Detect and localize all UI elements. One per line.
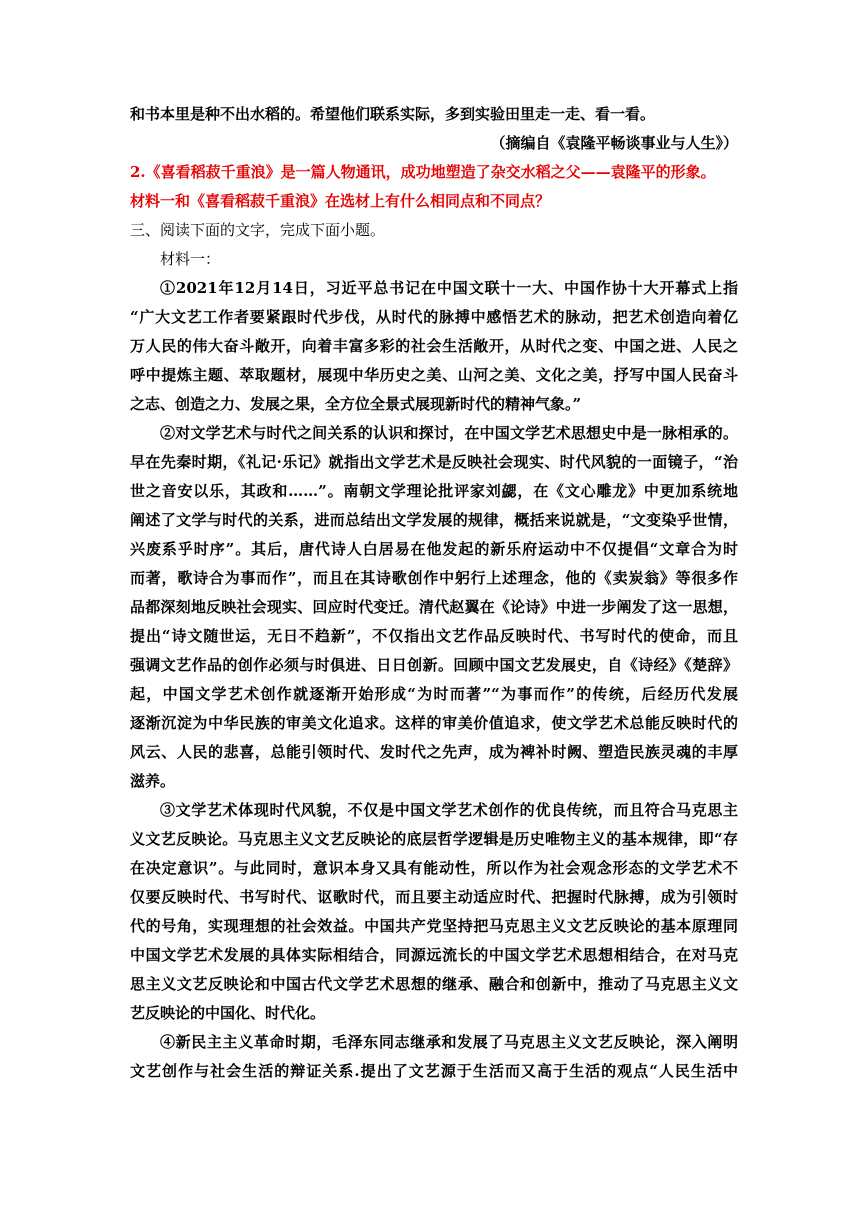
section-title: 三、阅读下面的文字，完成下面小题。 bbox=[130, 221, 386, 239]
paragraph-line: 起，中国文学艺术创作就逐渐开始形成“为时而著”“为事而作”的传统，后经历代发展 bbox=[130, 685, 738, 703]
paragraph-4 bbox=[130, 1028, 738, 1086]
paragraph-line: ②对文学艺术与时代之间关系的认识和探讨，在中国文学艺术思想史中是一脉相承的。 bbox=[160, 424, 738, 442]
paragraph-line: 呼中提炼主题、萃取题材，展现中华历史之美、山河之美、文化之美，抒写中国人民奋斗 bbox=[130, 366, 738, 384]
paragraph-line: 代的号角，实现理想的社会效益。中国共产党坚持把马克思主义文艺反映论的基本原理同 bbox=[130, 917, 738, 935]
question-line-1: 2.《喜看稻菽千重浪》是一篇人物通讯，成功地塑造了杂交水稻之父——袁隆平的形象。 bbox=[130, 163, 716, 181]
document-page bbox=[130, 100, 738, 1086]
paragraph-line: 艺反映论的中国化、时代化。 bbox=[130, 1004, 326, 1022]
paragraph-line: 仅要反映时代、书写时代、讴歌时代，而且要主动适应时代、把握时代脉搏，成为引领时 bbox=[130, 888, 738, 906]
paragraph-line: 风云、人民的悲喜，总能引领时代、发时代之先声，成为裨补时阙、塑造民族灵魂的丰厚 bbox=[130, 743, 738, 761]
paragraph-line: 而著，歌诗合为事而作”，而且在其诗歌创作中躬行上述理念，他的《卖炭翁》等很多作 bbox=[130, 569, 738, 587]
paragraph-line: “广大文艺工作者要紧跟时代步伐，从时代的脉搏中感悟艺术的脉动，把艺术创造向着亿 bbox=[130, 308, 738, 326]
paragraph-line: 兴废系乎时序”。其后，唐代诗人白居易在他发起的新乐府运动中不仅提倡“文章合为时 bbox=[130, 540, 738, 558]
material-label: 材料一： bbox=[160, 250, 221, 268]
paragraph-line: 思主义文艺反映论和中国古代文学艺术思想的继承、融合和创新中，推动了马克思主义文 bbox=[130, 975, 738, 993]
paragraph-line: 强调文艺作品的创作必须与时俱进、日日创新。回顾中国文艺发展史，自《诗经》《楚辞》 bbox=[130, 656, 738, 674]
paragraph-1 bbox=[130, 274, 738, 419]
paragraph-line: 滋养。 bbox=[130, 772, 176, 790]
paragraph-line: 万人民的伟大奋斗敞开，向着丰富多彩的社会生活敞开，从时代之变、中国之进、人民之 bbox=[130, 337, 738, 355]
paragraph-line: 中国文学艺术发展的具体实际相结合，同源远流长的中国文学艺术思想相结合，在对马克 bbox=[130, 946, 738, 964]
paragraph-line: 逐渐沉淀为中华民族的审美文化追求。这样的审美价值追求，使文学艺术总能反映时代的 bbox=[130, 714, 738, 732]
paragraph-line: 早在先秦时期，《礼记·乐记》就指出文学艺术是反映社会现实、时代风貌的一面镜子，“治 bbox=[130, 453, 738, 471]
intro-line: 和书本里是种不出水稻的。希望他们联系实际，多到实验田里走一走、看一看。 bbox=[130, 105, 656, 123]
paragraph-line: 文艺创作与社会生活的辩证关系.提出了文艺源于生活而又高于生活的观点“人民生活中 bbox=[130, 1062, 738, 1080]
paragraph-line: 品都深刻地反映社会现实、回应时代变迁。清代赵翼在《论诗》中进一步阐发了这一思想， bbox=[130, 598, 738, 616]
paragraph-line: ③文学艺术体现时代风貌，不仅是中国文学艺术创作的优良传统，而且符合马克思主 bbox=[160, 801, 738, 819]
paragraph-line: 之志、创造之力、发展之果，全方位全景式展现新时代的精神气象。” bbox=[130, 395, 582, 413]
paragraph-line: ①2021年12月14日，习近平总书记在中国文联十一大、中国作协十大开幕式上指 bbox=[160, 279, 738, 297]
question-line-2: 材料一和《喜看稻菽千重浪》在选材上有什么相同点和不同点？ bbox=[130, 192, 551, 210]
paragraph-3 bbox=[130, 796, 738, 1028]
paragraph-line: 义文艺反映论。马克思主义文艺反映论的底层哲学逻辑是历史唯物主义的基本规律，即“存 bbox=[130, 830, 738, 848]
paragraph-line: ④新民主主义革命时期，毛泽东同志继承和发展了马克思主义文艺反映论，深入阐明 bbox=[160, 1033, 738, 1051]
paragraph-line: 在决定意识”。与此同时，意识本身又具有能动性，所以作为社会观念形态的文学艺术不 bbox=[130, 859, 738, 877]
paragraph-line: 阐述了文学与时代的关系，进而总结出文学发展的规律，概括来说就是，“文变染乎世情， bbox=[130, 511, 738, 529]
paragraph-line: 提出“诗文随世运，无日不趋新”，不仅指出文艺作品反映时代、书写时代的使命，而且 bbox=[130, 627, 738, 645]
paragraph-2 bbox=[130, 419, 738, 796]
source-citation: （摘编自《袁隆平畅谈事业与人生》） bbox=[490, 134, 738, 152]
paragraph-line: 世之音安以乐，其政和……”。南朝文学理论批评家刘勰，在《文心雕龙》中更加系统地 bbox=[130, 482, 738, 500]
